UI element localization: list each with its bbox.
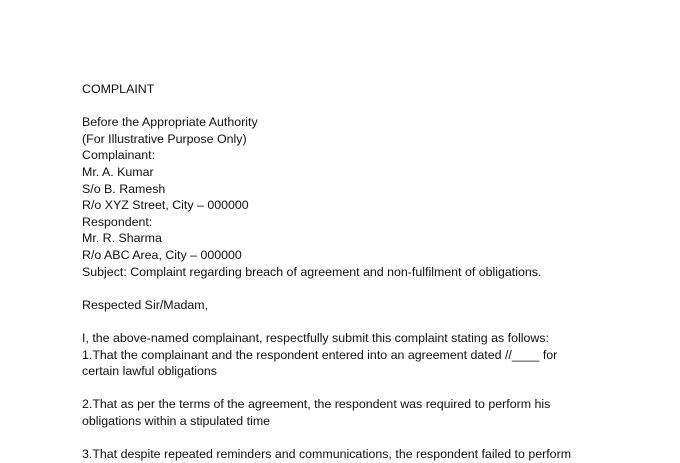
point-1-line-1: 1.That the complainant and the respondent entered into an agreement dated //____ for	[82, 347, 558, 362]
respondent-name: Mr. R. Sharma	[82, 231, 162, 246]
point-2-line-1: 2.That as per the terms of the agreement, the respondent was required to perform his	[82, 397, 551, 412]
complainant-label: Complainant:	[82, 148, 156, 163]
document-page	[82, 81, 662, 463]
spacer	[82, 429, 662, 446]
point-2-line-2: obligations within a stipulated time	[82, 413, 271, 428]
document-title: COMPLAINT	[82, 82, 155, 96]
spacer	[82, 313, 662, 330]
respondent-label: Respondent:	[82, 214, 153, 229]
point-1-line-2: certain lawful obligations	[82, 364, 217, 379]
spacer	[82, 280, 662, 297]
salutation: Respected Sir/Madam,	[82, 297, 209, 312]
authority-note: (For Illustrative Purpose Only)	[82, 131, 247, 146]
respondent-address: R/o ABC Area, City – 000000	[82, 247, 242, 262]
subject-line: Subject: Complaint regarding breach of agreement and non-fulfilment of obligations.	[82, 264, 542, 279]
point-3-line-1: 3.That despite repeated reminders and communications, the respondent failed to perform	[82, 447, 572, 462]
spacer	[82, 98, 662, 115]
complainant-name: Mr. A. Kumar	[82, 164, 154, 179]
authority-line: Before the Appropriate Authority	[82, 115, 258, 130]
intro-paragraph: I, the above-named complainant, respectfully submit this complaint stating as follows:	[82, 330, 549, 345]
complainant-relation: S/o B. Ramesh	[82, 181, 166, 196]
spacer	[82, 380, 662, 397]
complainant-address: R/o XYZ Street, City – 000000	[82, 198, 249, 213]
